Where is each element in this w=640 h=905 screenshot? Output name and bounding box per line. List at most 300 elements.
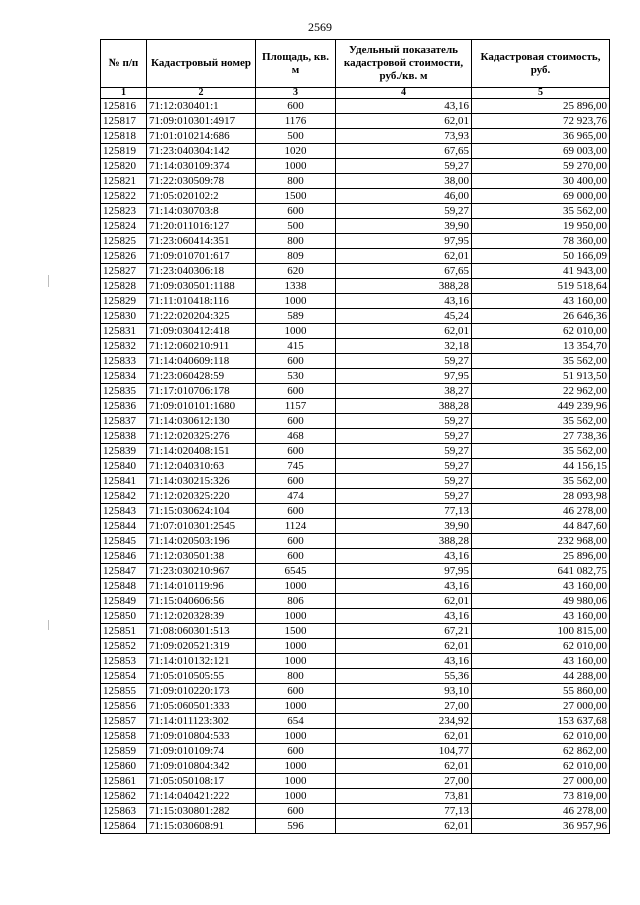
cadastral-value-cell: 41 943,00 [472,264,610,279]
area-cell: 1000 [256,729,336,744]
table-row [101,744,610,759]
cadastral-number-cell: 71:12:060210:911 [147,339,256,354]
area-cell: 600 [256,504,336,519]
specific-rate-cell: 43,16 [336,609,472,624]
row-index-cell: 125819 [101,144,147,159]
col-header-area: Площадь, кв. м [256,40,336,88]
cadastral-number-cell: 71:22:030509:78 [147,174,256,189]
cadastral-number-cell: 71:01:010214:686 [147,129,256,144]
cadastral-value-cell: 35 562,00 [472,444,610,459]
cadastral-number-cell: 71:12:020328:39 [147,609,256,624]
col-header-specific-rate: Удельный показатель кадастровой стоимости, руб./кв. м [336,40,472,88]
cadastral-value-cell: 100 815,00 [472,624,610,639]
table-row [101,669,610,684]
cadastral-value-cell: 62 010,00 [472,729,610,744]
specific-rate-cell: 59,27 [336,354,472,369]
row-index-cell: 125840 [101,459,147,474]
col-header-cadastral-value: Кадастровая стоимость, руб. [472,40,610,88]
specific-rate-cell: 45,24 [336,309,472,324]
row-index-cell: 125861 [101,774,147,789]
specific-rate-cell: 73,93 [336,129,472,144]
table-row [101,369,610,384]
area-cell: 600 [256,414,336,429]
cadastral-value-cell: 27 000,00 [472,699,610,714]
row-index-cell: 125837 [101,414,147,429]
specific-rate-cell: 97,95 [336,369,472,384]
cadastral-value-cell: 49 980,06 [472,594,610,609]
cadastral-number-cell: 71:09:010101:1680 [147,399,256,414]
area-cell: 1000 [256,789,336,804]
specific-rate-cell: 234,92 [336,714,472,729]
table-row [101,489,610,504]
cadastral-value-cell: 55 860,00 [472,684,610,699]
table-row [101,324,610,339]
table-row [101,279,610,294]
area-cell: 1000 [256,294,336,309]
cadastral-value-cell: 13 354,70 [472,339,610,354]
cadastral-number-cell: 71:22:020204:325 [147,309,256,324]
cadastral-number-cell: 71:23:060428:59 [147,369,256,384]
cadastral-number-cell: 71:12:020325:276 [147,429,256,444]
table-row [101,264,610,279]
table-row [101,624,610,639]
specific-rate-cell: 93,10 [336,684,472,699]
area-cell: 600 [256,384,336,399]
cadastral-value-cell: 36 965,00 [472,129,610,144]
cadastral-number-cell: 71:07:010301:2545 [147,519,256,534]
specific-rate-cell: 39,90 [336,219,472,234]
area-cell: 600 [256,534,336,549]
table-row [101,204,610,219]
specific-rate-cell: 59,27 [336,204,472,219]
cadastral-number-cell: 71:15:030608:91 [147,819,256,834]
scan-mark [48,620,49,630]
area-cell: 600 [256,804,336,819]
row-index-cell: 125855 [101,684,147,699]
cadastral-value-cell: 78 360,00 [472,234,610,249]
area-cell: 809 [256,249,336,264]
specific-rate-cell: 62,01 [336,759,472,774]
cadastral-number-cell: 71:14:030215:326 [147,474,256,489]
specific-rate-cell: 62,01 [336,819,472,834]
area-cell: 1500 [256,189,336,204]
area-cell: 1500 [256,624,336,639]
cadastral-value-cell: 69 003,00 [472,144,610,159]
cadastral-value-cell: 69 000,00 [472,189,610,204]
table-row [101,579,610,594]
cadastral-value-cell: 449 239,96 [472,399,610,414]
cadastral-value-cell: 62 010,00 [472,639,610,654]
area-cell: 654 [256,714,336,729]
area-cell: 620 [256,264,336,279]
row-index-cell: 125838 [101,429,147,444]
specific-rate-cell: 388,28 [336,279,472,294]
cadastral-value-cell: 35 562,00 [472,414,610,429]
cadastral-number-cell: 71:14:030612:130 [147,414,256,429]
cadastral-value-cell: 25 896,00 [472,99,610,114]
specific-rate-cell: 27,00 [336,774,472,789]
area-cell: 600 [256,549,336,564]
row-index-cell: 125851 [101,624,147,639]
area-cell: 600 [256,444,336,459]
cadastral-number-cell: 71:15:030801:282 [147,804,256,819]
specific-rate-cell: 388,28 [336,399,472,414]
table-row [101,804,610,819]
cadastral-value-cell: 28 093,98 [472,489,610,504]
specific-rate-cell: 388,28 [336,534,472,549]
row-index-cell: 125829 [101,294,147,309]
table-row [101,294,610,309]
specific-rate-cell: 67,21 [336,624,472,639]
specific-rate-cell: 62,01 [336,324,472,339]
cadastral-value-cell: 232 968,00 [472,534,610,549]
area-cell: 1000 [256,159,336,174]
col-header-index: № п/п [101,40,147,88]
area-cell: 500 [256,129,336,144]
row-index-cell: 125847 [101,564,147,579]
area-cell: 600 [256,684,336,699]
area-cell: 530 [256,369,336,384]
table-row [101,174,610,189]
area-cell: 800 [256,174,336,189]
specific-rate-cell: 59,27 [336,429,472,444]
row-index-cell: 125823 [101,204,147,219]
table-row [101,429,610,444]
area-cell: 800 [256,234,336,249]
row-index-cell: 125856 [101,699,147,714]
area-cell: 1000 [256,759,336,774]
table-row [101,819,610,834]
cadastral-value-cell: 641 082,75 [472,564,610,579]
row-index-cell: 125817 [101,114,147,129]
cadastral-number-cell: 71:12:020325:220 [147,489,256,504]
area-cell: 1000 [256,699,336,714]
table-row [101,504,610,519]
cadastral-value-cell: 43 160,00 [472,579,610,594]
row-index-cell: 125859 [101,744,147,759]
table-row [101,144,610,159]
area-cell: 600 [256,744,336,759]
cadastral-value-cell: 46 278,00 [472,804,610,819]
specific-rate-cell: 59,27 [336,474,472,489]
table-row [101,639,610,654]
table-row [101,474,610,489]
cadastral-number-cell: 71:09:010109:74 [147,744,256,759]
cadastral-number-cell: 71:12:030501:38 [147,549,256,564]
specific-rate-cell: 59,27 [336,414,472,429]
specific-rate-cell: 67,65 [336,264,472,279]
area-cell: 1000 [256,639,336,654]
cadastral-number-cell: 71:09:010804:342 [147,759,256,774]
specific-rate-cell: 97,95 [336,234,472,249]
area-cell: 415 [256,339,336,354]
cadastral-value-cell: 62 862,00 [472,744,610,759]
area-cell: 1020 [256,144,336,159]
row-index-cell: 125844 [101,519,147,534]
area-cell: 600 [256,204,336,219]
cadastral-value-cell: 50 166,09 [472,249,610,264]
specific-rate-cell: 59,27 [336,159,472,174]
area-cell: 1000 [256,324,336,339]
specific-rate-cell: 59,27 [336,459,472,474]
row-index-cell: 125827 [101,264,147,279]
cadastral-number-cell: 71:15:040606:56 [147,594,256,609]
cadastral-number-cell: 71:09:020521:319 [147,639,256,654]
cadastral-value-cell: 62 010,00 [472,759,610,774]
row-index-cell: 125821 [101,174,147,189]
row-index-cell: 125818 [101,129,147,144]
specific-rate-cell: 27,00 [336,699,472,714]
row-index-cell: 125860 [101,759,147,774]
specific-rate-cell: 43,16 [336,99,472,114]
cadastral-number-cell: 71:05:010505:55 [147,669,256,684]
area-cell: 1176 [256,114,336,129]
cadastral-value-cell: 30 400,00 [472,174,610,189]
specific-rate-cell: 67,65 [336,144,472,159]
cadastral-value-cell: 26 646,36 [472,309,610,324]
area-cell: 600 [256,474,336,489]
cadastral-number-cell: 71:05:060501:333 [147,699,256,714]
col-number-3: 3 [256,88,336,99]
table-row [101,189,610,204]
specific-rate-cell: 43,16 [336,579,472,594]
area-cell: 468 [256,429,336,444]
specific-rate-cell: 32,18 [336,339,472,354]
col-header-cadastral-number: Кадастровый номер [147,40,256,88]
table-body [101,99,610,834]
row-index-cell: 125849 [101,594,147,609]
cadastral-value-cell: 72 923,76 [472,114,610,129]
cadastral-number-cell: 71:08:060301:513 [147,624,256,639]
specific-rate-cell: 59,27 [336,444,472,459]
cadastral-number-cell: 71:14:040609:118 [147,354,256,369]
col-number-2: 2 [147,88,256,99]
row-index-cell: 125854 [101,669,147,684]
cadastral-number-cell: 71:20:011016:127 [147,219,256,234]
col-number-1: 1 [101,88,147,99]
table-row [101,759,610,774]
row-index-cell: 125822 [101,189,147,204]
cadastral-value-cell: 153 637,68 [472,714,610,729]
cadastral-value-cell: 46 278,00 [472,504,610,519]
cadastral-number-cell: 71:14:040421:222 [147,789,256,804]
cadastral-number-cell: 71:23:030210:967 [147,564,256,579]
cadastral-number-cell: 71:09:030412:418 [147,324,256,339]
cadastral-value-cell: 43 160,00 [472,654,610,669]
specific-rate-cell: 38,00 [336,174,472,189]
row-index-cell: 125832 [101,339,147,354]
specific-rate-cell: 46,00 [336,189,472,204]
table-row [101,654,610,669]
cadastral-value-cell: 44 288,00 [472,669,610,684]
row-index-cell: 125842 [101,489,147,504]
cadastral-number-cell: 71:09:010301:4917 [147,114,256,129]
row-index-cell: 125863 [101,804,147,819]
row-index-cell: 125831 [101,324,147,339]
area-cell: 500 [256,219,336,234]
specific-rate-cell: 55,36 [336,669,472,684]
cadastral-value-cell: 73 810,00 [472,789,610,804]
row-index-cell: 125839 [101,444,147,459]
row-index-cell: 125857 [101,714,147,729]
table-row [101,234,610,249]
specific-rate-cell: 59,27 [336,489,472,504]
table-row [101,384,610,399]
table-row [101,159,610,174]
cadastral-value-cell: 35 562,00 [472,354,610,369]
table-row [101,339,610,354]
table-row [101,684,610,699]
table-row [101,114,610,129]
row-index-cell: 125828 [101,279,147,294]
cadastral-number-cell: 71:14:030703:8 [147,204,256,219]
area-cell: 589 [256,309,336,324]
table-row [101,564,610,579]
area-cell: 1124 [256,519,336,534]
row-index-cell: 125835 [101,384,147,399]
row-index-cell: 125830 [101,309,147,324]
table-row [101,129,610,144]
area-cell: 745 [256,459,336,474]
cadastral-value-cell: 43 160,00 [472,609,610,624]
cadastral-number-cell: 71:14:010119:96 [147,579,256,594]
table-row [101,774,610,789]
cadastral-number-cell: 71:12:030401:1 [147,99,256,114]
col-number-4: 4 [336,88,472,99]
specific-rate-cell: 62,01 [336,114,472,129]
cadastral-value-cell: 36 957,96 [472,819,610,834]
cadastral-number-cell: 71:23:040304:142 [147,144,256,159]
specific-rate-cell: 62,01 [336,594,472,609]
cadastral-number-cell: 71:09:010701:617 [147,249,256,264]
table-row [101,249,610,264]
cadastral-value-cell: 35 562,00 [472,474,610,489]
area-cell: 806 [256,594,336,609]
table-row [101,594,610,609]
page-number: 2569 [308,20,332,34]
area-cell: 474 [256,489,336,504]
row-index-cell: 125824 [101,219,147,234]
table-row [101,519,610,534]
table-row [101,219,610,234]
cadastral-number-cell: 71:12:040310:63 [147,459,256,474]
area-cell: 1000 [256,774,336,789]
specific-rate-cell: 97,95 [336,564,472,579]
cadastral-number-cell: 71:09:010804:533 [147,729,256,744]
table-header [101,40,610,99]
cadastral-number-cell: 71:23:060414:351 [147,234,256,249]
area-cell: 800 [256,669,336,684]
cadastral-number-cell: 71:14:020503:196 [147,534,256,549]
row-index-cell: 125816 [101,99,147,114]
cadastral-number-cell: 71:15:030624:104 [147,504,256,519]
area-cell: 600 [256,99,336,114]
col-number-5: 5 [472,88,610,99]
specific-rate-cell: 77,13 [336,504,472,519]
specific-rate-cell: 43,16 [336,654,472,669]
table-row [101,609,610,624]
row-index-cell: 125848 [101,579,147,594]
area-cell: 596 [256,819,336,834]
row-index-cell: 125825 [101,234,147,249]
area-cell: 6545 [256,564,336,579]
cadastral-value-cell: 43 160,00 [472,294,610,309]
row-index-cell: 125852 [101,639,147,654]
specific-rate-cell: 62,01 [336,729,472,744]
cadastral-value-cell: 59 270,00 [472,159,610,174]
row-index-cell: 125841 [101,474,147,489]
row-index-cell: 125834 [101,369,147,384]
area-cell: 1338 [256,279,336,294]
specific-rate-cell: 62,01 [336,639,472,654]
cadastral-value-cell: 35 562,00 [472,204,610,219]
row-index-cell: 125820 [101,159,147,174]
specific-rate-cell: 77,13 [336,804,472,819]
row-index-cell: 125846 [101,549,147,564]
specific-rate-cell: 62,01 [336,249,472,264]
row-index-cell: 125826 [101,249,147,264]
row-index-cell: 125862 [101,789,147,804]
cadastral-number-cell: 71:09:030501:1188 [147,279,256,294]
row-index-cell: 125833 [101,354,147,369]
cadastral-value-cell: 62 010,00 [472,324,610,339]
cadastral-value-cell: 19 950,00 [472,219,610,234]
cadastral-number-cell: 71:14:010132:121 [147,654,256,669]
cadastral-number-cell: 71:17:010706:178 [147,384,256,399]
table-row [101,399,610,414]
cadastral-value-cell: 22 962,00 [472,384,610,399]
area-cell: 1000 [256,579,336,594]
cadastral-value-cell: 27 738,36 [472,429,610,444]
cadastral-value-cell: 51 913,50 [472,369,610,384]
specific-rate-cell: 73,81 [336,789,472,804]
table-row [101,789,610,804]
specific-rate-cell: 43,16 [336,294,472,309]
row-index-cell: 125836 [101,399,147,414]
scan-mark [48,275,49,287]
cadastral-table [100,39,610,834]
table-row [101,699,610,714]
table-row [101,534,610,549]
area-cell: 1000 [256,654,336,669]
table-row [101,714,610,729]
cadastral-number-cell: 71:14:020408:151 [147,444,256,459]
table-row [101,354,610,369]
cadastral-number-cell: 71:14:011123:302 [147,714,256,729]
area-cell: 1157 [256,399,336,414]
specific-rate-cell: 104,77 [336,744,472,759]
row-index-cell: 125853 [101,654,147,669]
specific-rate-cell: 39,90 [336,519,472,534]
row-index-cell: 125843 [101,504,147,519]
row-index-cell: 125850 [101,609,147,624]
cadastral-number-cell: 71:09:010220:173 [147,684,256,699]
cadastral-number-cell: 71:05:050108:17 [147,774,256,789]
table-row [101,309,610,324]
table-row [101,549,610,564]
cadastral-value-cell: 519 518,64 [472,279,610,294]
cadastral-value-cell: 25 896,00 [472,549,610,564]
row-index-cell: 125858 [101,729,147,744]
row-index-cell: 125845 [101,534,147,549]
area-cell: 600 [256,354,336,369]
cadastral-value-cell: 27 000,00 [472,774,610,789]
specific-rate-cell: 38,27 [336,384,472,399]
table-row [101,99,610,114]
area-cell: 1000 [256,609,336,624]
table-row [101,444,610,459]
table-row [101,414,610,429]
